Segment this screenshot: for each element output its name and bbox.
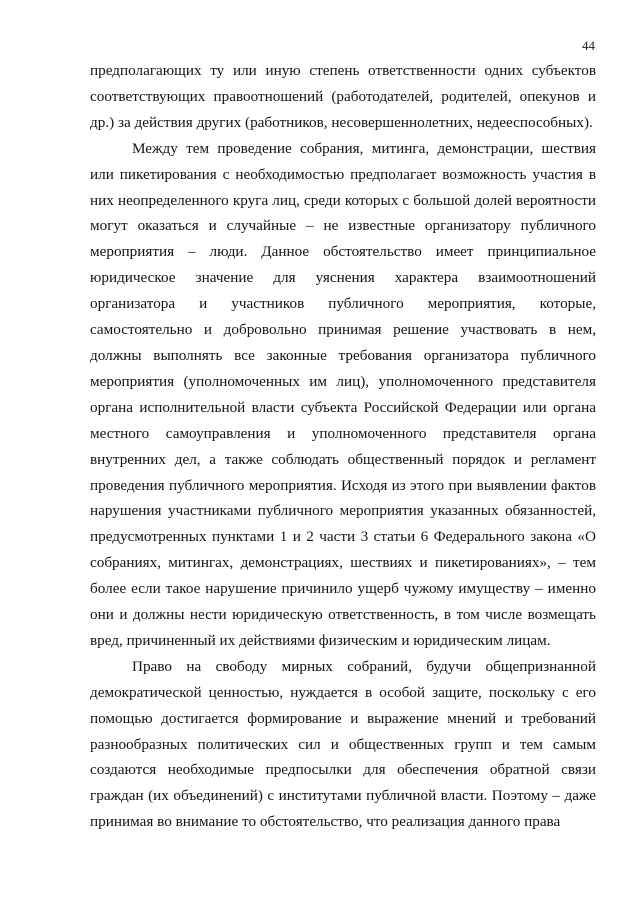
text-body [90, 58, 596, 835]
paragraph-2: Между тем проведение собрания, митинга, демонстрации, шествия или пикетирования с необходимостью предполагает возможность участия в них неопределенного круга лиц, среди которых с большой долей вероятности могут оказаться и случайные – не известные организатору публичного мероприятия – люди. Данное обстоятельство имеет принципиальное юридическое значение для уяснения характера взаимоотношений организатора и участников публичного мероприятия, которые, самостоятельно и добровольно принимая решение участвовать в нем, должны выполнять все законные требования организатора публичного мероприятия (уполномоченных им лиц), уполномоченного представителя органа исполнительной власти субъекта Российской Федерации или органа местного самоуправления и уполномоченного представителя органа внутренних дел, а также соблюдать общественный порядок и регламент проведения публичного мероприятия. Исходя из этого при выявлении фактов нарушения участниками публичного мероприятия указанных обязанностей, предусмотренных пунктами 1 и 2 части 3 статьи 6 Федерального закона «О собраниях, митингах, демонстрациях, шествиях и пикетированиях», – тем более если такое нарушение причинило ущерб чужому имуществу – именно они и должны нести юридическую ответственность, в том числе возмещать вред, причиненный их действиями физическим и юридическим лицам. [90, 139, 596, 649]
paragraph-3: Право на свободу мирных собраний, будучи общепризнанной демократической ценностью, нуждается в особой защите, поскольку с его помощью достигается формирование и выражение мнений и требований разнообразных политических сил и общественных групп и тем самым создаются необходимые предпосылки для обеспечения обратной связи граждан (их объединений) с институтами публичной власти. Поэтому – даже принимая во внимание то обстоятельство, что реализация данного права [90, 657, 596, 831]
page-number: 44 [582, 38, 595, 53]
paragraph-1: предполагающих ту или иную степень ответственности одних субъектов соответствующих правоотношений (работодателей, родителей, опекунов и др.) за действия других (работников, несовершеннолетних, недееспособных). [90, 62, 596, 131]
